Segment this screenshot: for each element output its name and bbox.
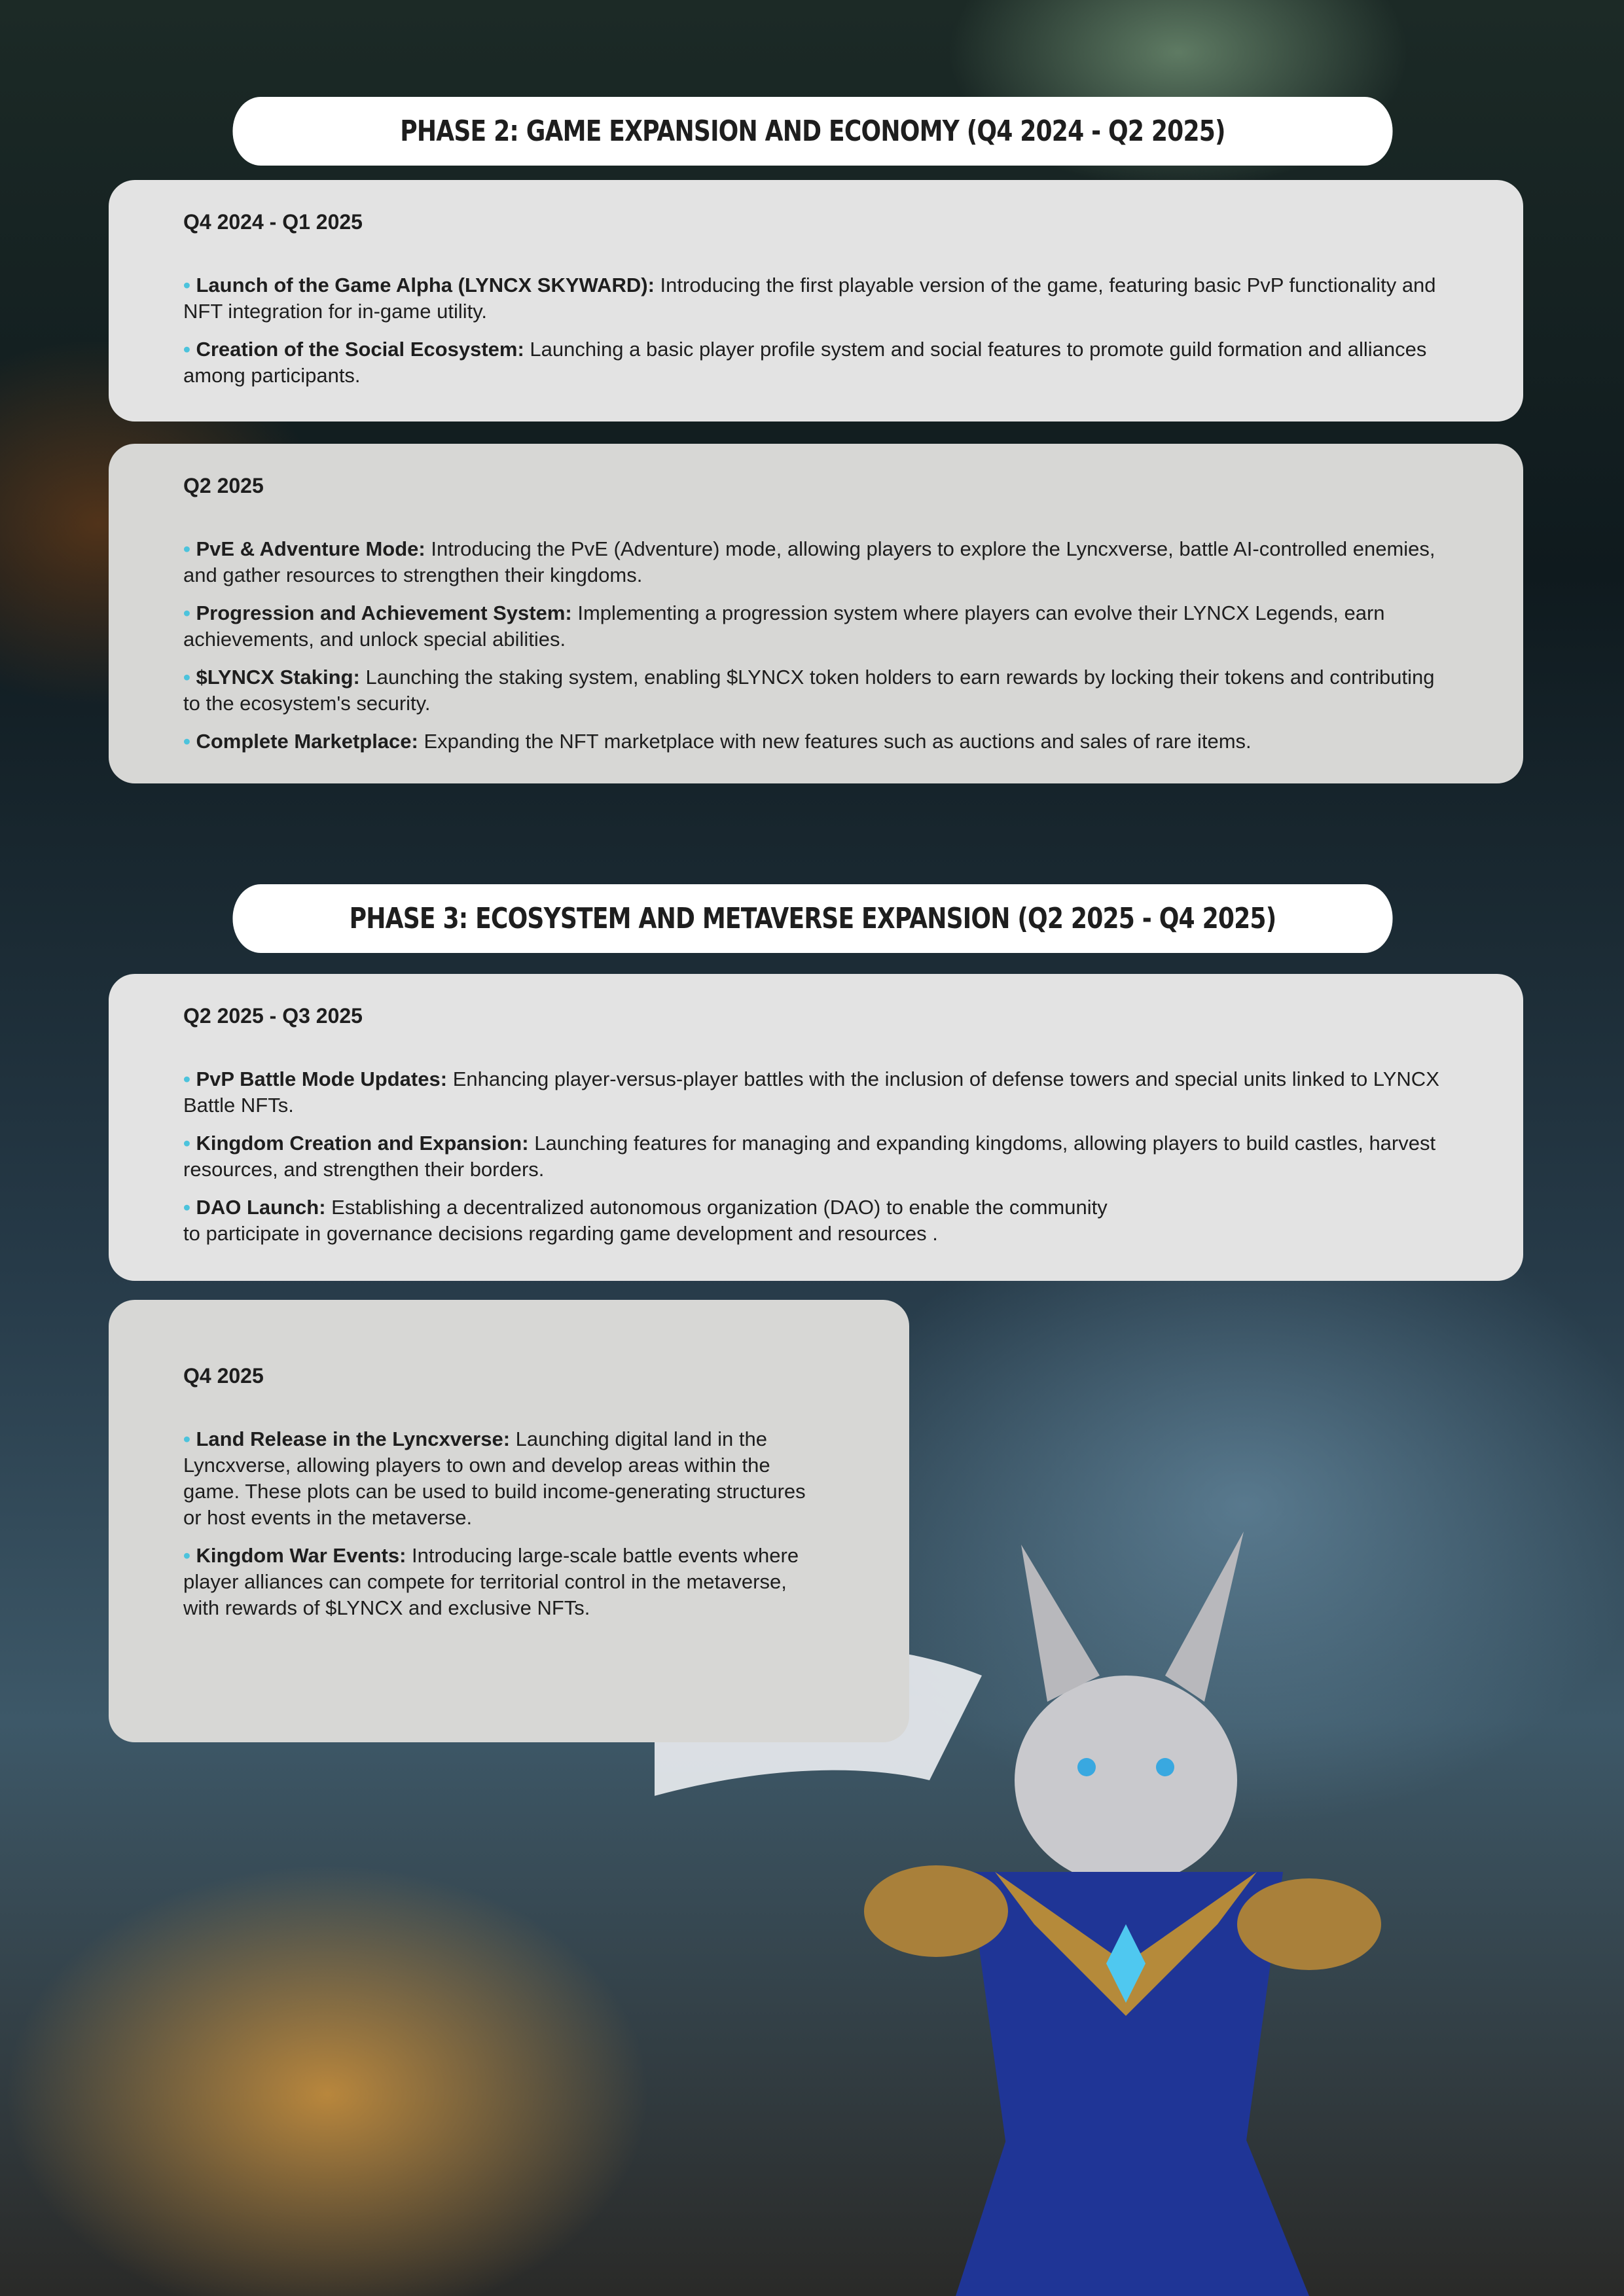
item-text: Enhancing player-versus-player battles with the inclusion of defense towers and special units linked to LYNCX Battle NFTs.	[183, 1067, 1439, 1117]
phase-2-q4-2024-q1-2025-card	[109, 180, 1523, 422]
bullet-icon: •	[183, 1196, 190, 1219]
item-text: Introducing the PvE (Adventure) mode, allowing players to explore the Lyncxverse, battle AI-controlled enemies, and gather resources to strengthen their kingdoms.	[183, 537, 1435, 586]
period-title: Q4 2025	[183, 1364, 264, 1388]
item-label: Creation of the Social Ecosystem:	[196, 338, 524, 361]
list-item	[183, 1066, 1451, 1119]
list-item	[183, 1426, 811, 1531]
item-label: $LYNCX Staking:	[196, 666, 360, 689]
item-label: DAO Launch:	[196, 1196, 326, 1219]
bullet-icon: •	[183, 666, 190, 689]
bullet-icon: •	[183, 1427, 190, 1450]
phase-2-header: PHASE 2: GAME EXPANSION AND ECONOMY (Q4 2024 - Q2 2025)	[232, 97, 1392, 166]
list-item	[183, 1543, 811, 1621]
list-item	[183, 336, 1451, 389]
list-item	[183, 272, 1451, 325]
bullet-icon: •	[183, 274, 190, 296]
item-text: Expanding the NFT marketplace with new features such as auctions and sales of rare items.	[424, 730, 1252, 753]
bullet-icon: •	[183, 601, 190, 624]
item-label: Kingdom War Events:	[196, 1544, 406, 1567]
bullet-icon: •	[183, 1544, 190, 1567]
period-title: Q2 2025	[183, 474, 264, 497]
item-text: Launching the staking system, enabling $LYNCX token holders to earn rewards by locking their tokens and contributing to the ecosystem's security.	[183, 666, 1435, 715]
period-title: Q4 2024 - Q1 2025	[183, 210, 363, 234]
phase-3-q4-2025-card	[109, 1300, 909, 1742]
list-item	[183, 664, 1451, 717]
item-label: Progression and Achievement System:	[196, 601, 572, 624]
item-label: PvP Battle Mode Updates:	[196, 1067, 448, 1090]
bullet-icon: •	[183, 338, 190, 361]
item-text: Launching features for managing and expanding kingdoms, allowing players to build castles, harvest resources, and strengthen their borders.	[183, 1132, 1436, 1181]
item-label: PvE & Adventure Mode:	[196, 537, 425, 560]
item-text: Introducing the first playable version of the game, featuring basic PvP functionality and NFT integration for in-game utility.	[183, 274, 1436, 323]
item-text: Implementing a progression system where players can evolve their LYNCX Legends, earn achievements, and unlock special abilities.	[183, 601, 1385, 651]
bullet-icon: •	[183, 1067, 190, 1090]
phase-3-header: PHASE 3: ECOSYSTEM AND METAVERSE EXPANSION (Q2 2025 - Q4 2025)	[232, 884, 1392, 953]
bullet-icon: •	[183, 1132, 190, 1155]
item-label: Land Release in the Lyncxverse:	[196, 1427, 511, 1450]
list-item	[183, 1194, 1451, 1247]
period-title: Q2 2025 - Q3 2025	[183, 1004, 363, 1028]
item-text: Introducing large-scale battle events where player alliances can compete for territorial control in the metaverse, with rewards of $LYNCX and exclusive NFTs.	[183, 1544, 799, 1619]
list-item	[183, 728, 1451, 755]
list-item	[183, 600, 1451, 653]
item-text: Launching a basic player profile system and social features to promote guild formation and alliances among participants.	[183, 338, 1427, 387]
phase-3-q2-q3-2025-card	[109, 974, 1523, 1281]
item-text: Establishing a decentralized autonomous organization (DAO) to enable the community to participate in governance decisions regarding game development and resources .	[183, 1196, 1108, 1245]
list-item	[183, 1130, 1451, 1183]
list-item	[183, 536, 1451, 588]
item-label: Complete Marketplace:	[196, 730, 418, 753]
phase-2-q2-2025-card	[109, 444, 1523, 783]
item-label: Launch of the Game Alpha (LYNCX SKYWARD):	[196, 274, 655, 296]
item-label: Kingdom Creation and Expansion:	[196, 1132, 529, 1155]
bullet-icon: •	[183, 730, 190, 753]
bullet-icon: •	[183, 537, 190, 560]
item-text: Launching digital land in the Lyncxverse, allowing players to own and develop areas within the game. These plots can be used to build income-generating structures or host events in the metaverse.	[183, 1427, 806, 1529]
